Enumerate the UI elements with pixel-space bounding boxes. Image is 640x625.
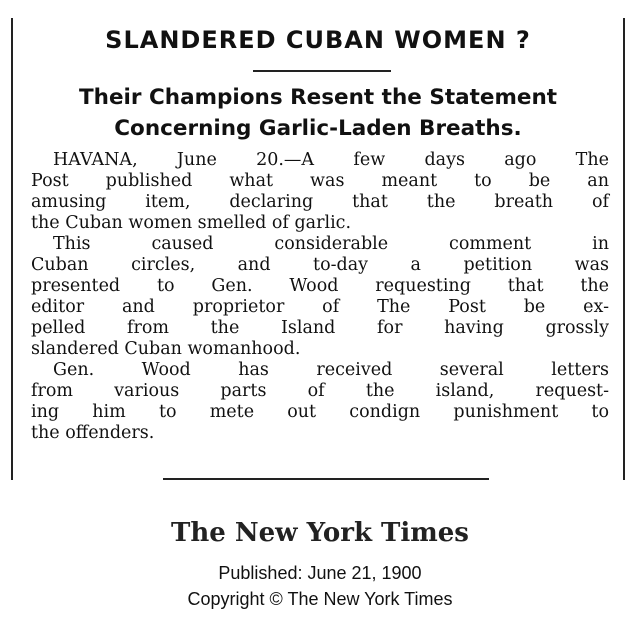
subheadline: [13, 82, 623, 144]
copyright-notice: Copyright © The New York Times: [187, 589, 453, 609]
body-line: presented to Gen. Wood requesting that the: [31, 276, 609, 296]
body-line: Cuban circles, and to-day a petition was: [31, 255, 609, 275]
body-line: pelled from the Island for having grossly: [31, 318, 609, 338]
body-line: Gen. Wood has received several letters: [53, 360, 609, 380]
body-line: amusing item, declaring that the breath of: [31, 192, 609, 212]
published-date: Published: June 21, 1900: [218, 563, 422, 583]
body-line: the Cuban women smelled of garlic.: [31, 213, 352, 233]
body-line: editor and proprietor of The Post be ex-: [31, 297, 609, 317]
subheadline-line: Concerning Garlic-Laden Breaths.: [114, 116, 522, 141]
body-line: HAVANA, June 20.—A few days ago The: [53, 150, 609, 170]
body-line: Post published what was meant to be an: [31, 171, 609, 191]
body-line: This caused considerable comment in: [53, 234, 609, 254]
headline-divider: [253, 70, 391, 72]
newspaper-clipping: [11, 18, 625, 480]
article-body: [31, 150, 609, 444]
body-line: slandered Cuban womanhood.: [31, 339, 301, 359]
nyt-logo: The New York Times: [171, 518, 469, 548]
body-line: ing him to mete out condign punishment to: [31, 402, 609, 422]
body-line: from various parts of the island, request-: [31, 381, 609, 401]
subheadline-line: Their Champions Resent the Statement: [78, 85, 558, 110]
bottom-divider: [163, 478, 489, 480]
body-line: the offenders.: [31, 423, 155, 443]
headline: SLANDERED CUBAN WOMEN ?: [105, 26, 531, 54]
